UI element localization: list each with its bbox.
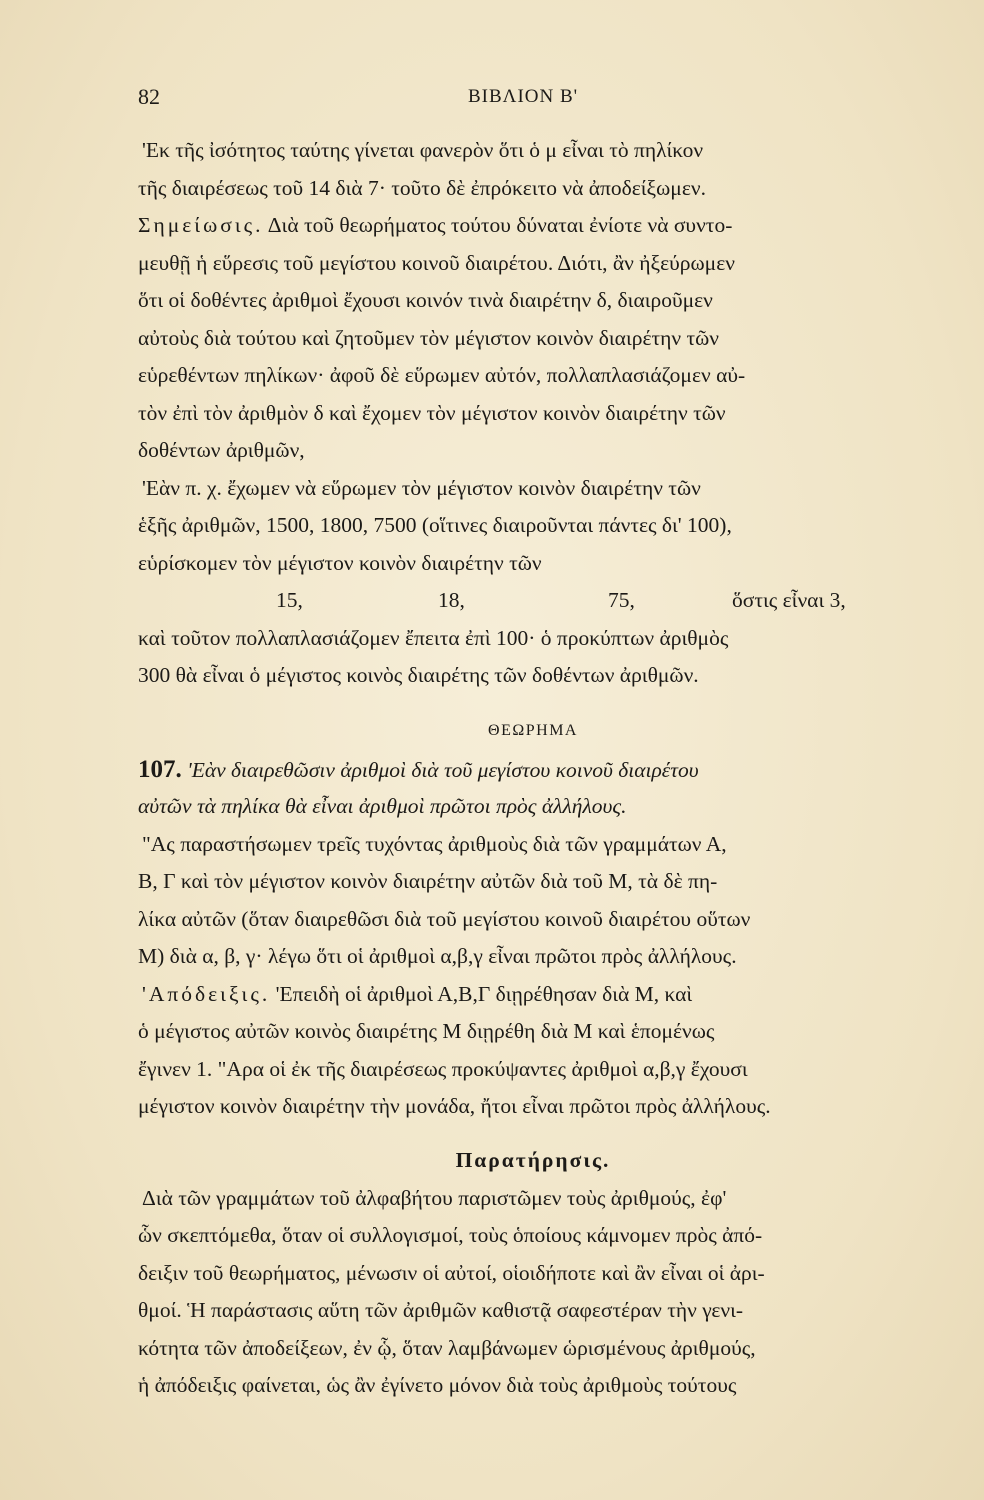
text-line: τὸν ἐπὶ τὸν ἀριθμὸν δ καὶ ἔχομεν τὸν μέγιστον κοινὸν διαιρέτην τῶν bbox=[138, 400, 726, 425]
text-line: τῆς διαιρέσεως τοῦ 14 διὰ 7· τοῦτο δὲ ἐπρόκειτο νὰ ἀποδείξωμεν. bbox=[138, 175, 706, 200]
text-line: θμοί. Ἡ παράστασις αὕτη τῶν ἀριθμῶν καθιστᾷ σαφεστέραν τὴν γενι- bbox=[138, 1298, 744, 1322]
text-line: ἡ ἀπόδειξις φαίνεται, ὡς ἂν ἐγίνετο μόνον διὰ τοὺς ἀριθμοὺς τούτους bbox=[138, 1373, 737, 1397]
note-label: Σημείωσις. bbox=[138, 213, 264, 237]
text-line: ὧν σκεπτόμεθα, ὅταν οἱ συλλογισμοί, τοὺς ὁποίους κάμνομεν πρὸς ἀπό- bbox=[138, 1223, 763, 1247]
text-line: κότητα τῶν ἀποδείξεων, ἐν ᾧ, ὅταν λαμβάνωμεν ὡρισμένους ἀριθμούς, bbox=[138, 1335, 756, 1360]
text-line: ἔγινεν 1. "Αρα οἱ ἐκ τῆς διαιρέσεως προκύψαντες ἀριθμοὶ α,β,γ ἔχουσι bbox=[138, 1056, 748, 1081]
values-row bbox=[138, 582, 928, 620]
theorem-heading: ΘΕΩΡΗΜΑ bbox=[488, 721, 578, 739]
theorem-number: 107. bbox=[138, 755, 182, 783]
text-line: ἑξῆς ἀριθμῶν, 1500, 1800, 7500 (οἵτινες διαιροῦνται πάντες δι' 100), bbox=[138, 513, 732, 537]
running-title: ΒΙΒΛΙΟΝ Β' bbox=[468, 86, 579, 107]
text-line: δειξιν τοῦ θεωρήματος, μένωσιν οἱ αὐτοί, οἱοιδήποτε καὶ ἂν εἶναι οἱ ἀρι- bbox=[138, 1260, 765, 1285]
value-15: 15, bbox=[276, 588, 303, 612]
text-line: ὁ μέγιστος αὐτῶν κοινὸς διαιρέτης Μ διῃρέθη διὰ Μ καὶ ἑπομένως bbox=[138, 1019, 715, 1043]
text-line: εὑρίσκομεν τὸν μέγιστον κοινὸν διαιρέτην τῶν bbox=[138, 550, 542, 575]
note-text: Διὰ τοῦ θεωρήματος τούτου δύναται ἐνίοτε νὰ συντο- bbox=[263, 213, 733, 237]
value-18: 18, bbox=[438, 588, 465, 612]
theorem-statement: 'Εὰν διαιρεθῶσιν ἀριθμοὶ διὰ τοῦ μεγίστου κοινοῦ διαιρέτου bbox=[181, 757, 699, 782]
running-head bbox=[138, 84, 918, 114]
value-result: ὅστις εἶναι 3, bbox=[732, 588, 846, 612]
text-line: μέγιστον κοινὸν διαιρέτην τὴν μονάδα, ἤτοι εἶναι πρῶτοι πρὸς ἀλλήλους. bbox=[138, 1094, 771, 1118]
proof-text: 'Επειδὴ οἱ ἀριθμοὶ Α,Β,Γ διῃρέθησαν διὰ Μ, καὶ bbox=[270, 981, 693, 1006]
text-line: εὑρεθέντων πηλίκων· ἀφοῦ δὲ εὕρωμεν αὐτόν, πολλαπλασιάζομεν αὐ- bbox=[138, 363, 746, 387]
text-line: 'Εὰν π. χ. ἔχωμεν νὰ εὕρωμεν τὸν μέγιστον κοινὸν διαιρέτην τῶν bbox=[142, 475, 701, 500]
page-body bbox=[138, 132, 928, 1405]
text-line: καὶ τοῦτον πολλαπλασιάζομεν ἔπειτα ἐπὶ 100· ὁ προκύπτων ἀριθμὸς bbox=[138, 625, 729, 650]
text-line: Διὰ τῶν γραμμάτων τοῦ ἀλφαβήτου παριστῶμεν τοὺς ἀριθμούς, ἐφ' bbox=[142, 1185, 727, 1210]
theorem-statement-line bbox=[138, 751, 928, 789]
text-line: μευθῇ ἡ εὕρεσις τοῦ μεγίστου κοινοῦ διαιρέτου. Διότι, ἂν ἠξεύρωμεν bbox=[138, 250, 735, 275]
text-line: Β, Γ καὶ τὸν μέγιστον κοινὸν διαιρέτην αὐτῶν διὰ τοῦ Μ, τὰ δὲ πη- bbox=[138, 869, 718, 893]
proof-label: 'Απόδειξις. bbox=[142, 981, 271, 1006]
theorem-statement-line: αὐτῶν τὰ πηλίκα θὰ εἶναι ἀριθμοὶ πρῶτοι πρὸς ἀλλήλους. bbox=[138, 794, 627, 818]
text-line: αὐτοὺς διὰ τούτου καὶ ζητοῦμεν τὸν μέγιστον κοινὸν διαιρέτην τῶν bbox=[138, 325, 719, 350]
text-line: Μ) διὰ α, β, γ· λέγω ὅτι οἱ ἀριθμοὶ α,β,γ εἶναι πρῶτοι πρὸς ἀλλήλους. bbox=[138, 944, 737, 968]
text-line: 'Εκ τῆς ἰσότητος ταύτης γίνεται φανερὸν ὅτι ὁ μ εἶναι τὸ πηλίκον bbox=[142, 138, 704, 162]
page-number: 82 bbox=[138, 84, 160, 109]
value-75: 75, bbox=[608, 588, 635, 612]
text-line: 300 θὰ εἶναι ὁ μέγιστος κοινὸς διαιρέτης τῶν δοθέντων ἀριθμῶν. bbox=[138, 663, 699, 687]
text-line: "Ας παραστήσωμεν τρεῖς τυχόντας ἀριθμοὺς διὰ τῶν γραμμάτων Α, bbox=[142, 831, 727, 856]
note-first-line bbox=[138, 207, 928, 245]
proof-first-line bbox=[138, 976, 928, 1014]
text-line: δοθέντων ἀριθμῶν, bbox=[138, 438, 305, 462]
text-line: ὅτι οἱ δοθέντες ἀριθμοὶ ἔχουσι κοινόν τινὰ διαιρέτην δ, διαιροῦμεν bbox=[138, 288, 713, 312]
text-line: λίκα αὐτῶν (ὅταν διαιρεθῶσι διὰ τοῦ μεγίστου κοινοῦ διαιρέτου οὕτων bbox=[138, 906, 751, 931]
remark-heading: Παρατήρησις. bbox=[455, 1147, 611, 1172]
